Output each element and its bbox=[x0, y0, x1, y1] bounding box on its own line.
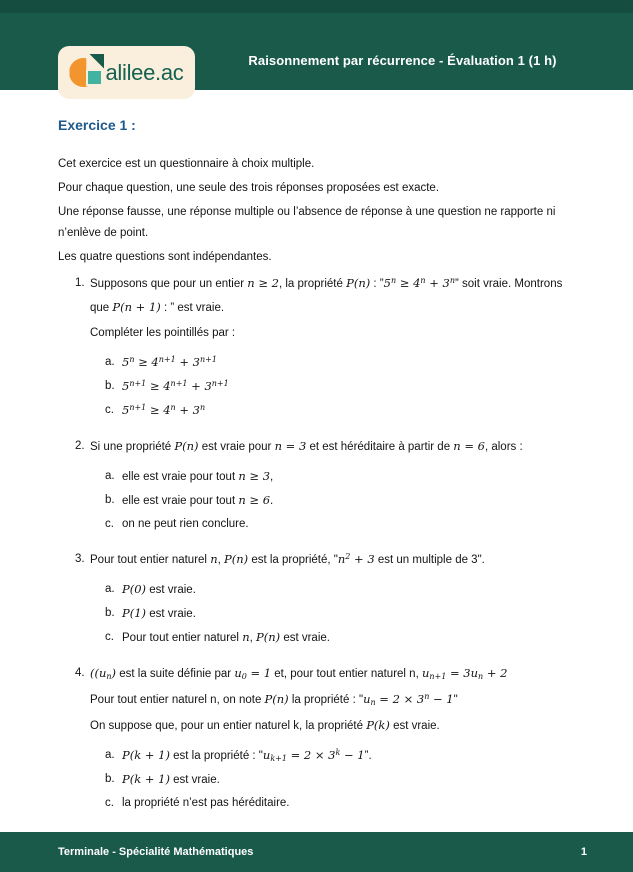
answer-option bbox=[105, 626, 579, 650]
header-top-shade bbox=[0, 0, 633, 13]
option-text: Pour tout entier naturel n, P(n) est vraie. bbox=[122, 630, 330, 644]
answer-options bbox=[105, 578, 579, 650]
question-text: Supposons que pour un entier n ≥ 2, la propriété P(n) : $”5^n \ge 4^n + 3^n$” soit vraie. Montrons que P(n + 1) : ” est vraie. bbox=[90, 276, 563, 314]
question-number: 1. bbox=[75, 277, 85, 289]
intro-paragraph: Pour chaque question, une seule des trois réponses proposées est exacte. bbox=[58, 182, 440, 194]
option-letter: a. bbox=[105, 583, 115, 595]
answer-option bbox=[105, 602, 579, 626]
header-bar bbox=[0, 0, 633, 90]
option-letter: b. bbox=[105, 380, 115, 392]
question bbox=[58, 435, 579, 536]
option-letter: c. bbox=[105, 404, 114, 416]
answer-options bbox=[105, 744, 579, 815]
question-number: 4. bbox=[75, 667, 85, 679]
answer-option bbox=[105, 513, 579, 536]
option-text: P(1) est vraie. bbox=[122, 606, 196, 620]
option-letter: a. bbox=[105, 470, 115, 482]
question bbox=[58, 548, 579, 650]
answer-option bbox=[105, 375, 579, 399]
page-number: 1 bbox=[580, 846, 587, 858]
option-letter: b. bbox=[105, 607, 115, 619]
question bbox=[58, 272, 579, 423]
option-letter: c. bbox=[105, 518, 114, 530]
question-text: Pour tout entier naturel n, on note P(n) la propriété : "$u_n = 2 \times 3^n - 1$" bbox=[90, 692, 458, 707]
answer-options bbox=[105, 465, 579, 536]
question-number: 3. bbox=[75, 553, 85, 565]
question-text: Compléter les pointillés par : bbox=[90, 327, 236, 339]
question-text: On suppose que, pour un entier naturel k, la propriété P(k) est vraie. bbox=[90, 718, 440, 732]
answer-option bbox=[105, 768, 579, 792]
answer-option bbox=[105, 351, 579, 375]
question-text: ($(u_n)$ est la suite définie par $u_0 = 1$ et, pour tout entier naturel n, $u_{n+1} = 3u_n + 2$ bbox=[90, 666, 508, 681]
option-text: P(k + 1) est la propriété : "$u_{k+1} = 2 \times 3^k - 1$”. bbox=[122, 748, 372, 763]
option-text: P(0) est vraie. bbox=[122, 582, 196, 596]
questions-list bbox=[58, 272, 579, 815]
answer-option bbox=[105, 489, 579, 513]
option-letter: a. bbox=[105, 356, 115, 368]
option-letter: c. bbox=[105, 631, 114, 643]
logo-triangle-shape bbox=[89, 54, 104, 69]
option-text: la propriété n’est pas héréditaire. bbox=[122, 797, 290, 809]
footer-course-label: Terminale - Spécialité Mathématiques bbox=[58, 846, 254, 858]
answer-option bbox=[105, 399, 579, 423]
option-text: $5^{n+1} \ge 4^n + 3^n$ bbox=[122, 403, 206, 417]
question-text: Pour tout entier naturel n, P(n) est la propriété, "$n^2 + 3$ est un multiple de 3". bbox=[90, 552, 485, 566]
header-title: Raisonnement par récurrence - Évaluation 1 (1 h) bbox=[248, 53, 557, 68]
option-letter: b. bbox=[105, 494, 115, 506]
intro-paragraph: Cet exercice est un questionnaire à choix multiple. bbox=[58, 158, 315, 170]
option-text: $5^n \ge 4^{n+1} + 3^{n+1}$ bbox=[122, 355, 217, 369]
question bbox=[58, 662, 579, 815]
exercise-content bbox=[58, 90, 579, 827]
option-letter: b. bbox=[105, 773, 115, 785]
answer-option bbox=[105, 578, 579, 602]
intro-list bbox=[58, 154, 579, 268]
answer-option bbox=[105, 792, 579, 815]
exercise-title: Exercice 1 : bbox=[58, 117, 136, 133]
logo-square-shape bbox=[88, 71, 101, 84]
option-text: elle est vraie pour tout n ≥ 3, bbox=[122, 469, 274, 483]
answer-option bbox=[105, 744, 579, 768]
intro-paragraph: Les quatre questions sont indépendantes. bbox=[58, 251, 272, 263]
option-text: $5^{n+1} \ge 4^{n+1} + 3^{n+1}$ bbox=[122, 379, 229, 393]
answer-option bbox=[105, 465, 579, 489]
option-letter: c. bbox=[105, 797, 114, 809]
logo-g-icon bbox=[69, 54, 104, 91]
option-text: P(k + 1) est vraie. bbox=[122, 772, 220, 786]
question-text: Si une propriété P(n) est vraie pour n = 3 et est héréditaire à partir de n = 6, alors : bbox=[90, 439, 523, 453]
option-letter: a. bbox=[105, 749, 115, 761]
footer-bar bbox=[0, 832, 633, 872]
question-number: 2. bbox=[75, 440, 85, 452]
logo-text: alilee.ac bbox=[105, 59, 184, 85]
intro-paragraph: Une réponse fausse, une réponse multiple ou l’absence de réponse à une question ne rapporte ni n’enlève de point. bbox=[58, 206, 556, 239]
answer-options bbox=[105, 351, 579, 423]
option-text: on ne peut rien conclure. bbox=[122, 518, 249, 530]
option-text: elle est vraie pour tout n ≥ 6. bbox=[122, 493, 274, 507]
